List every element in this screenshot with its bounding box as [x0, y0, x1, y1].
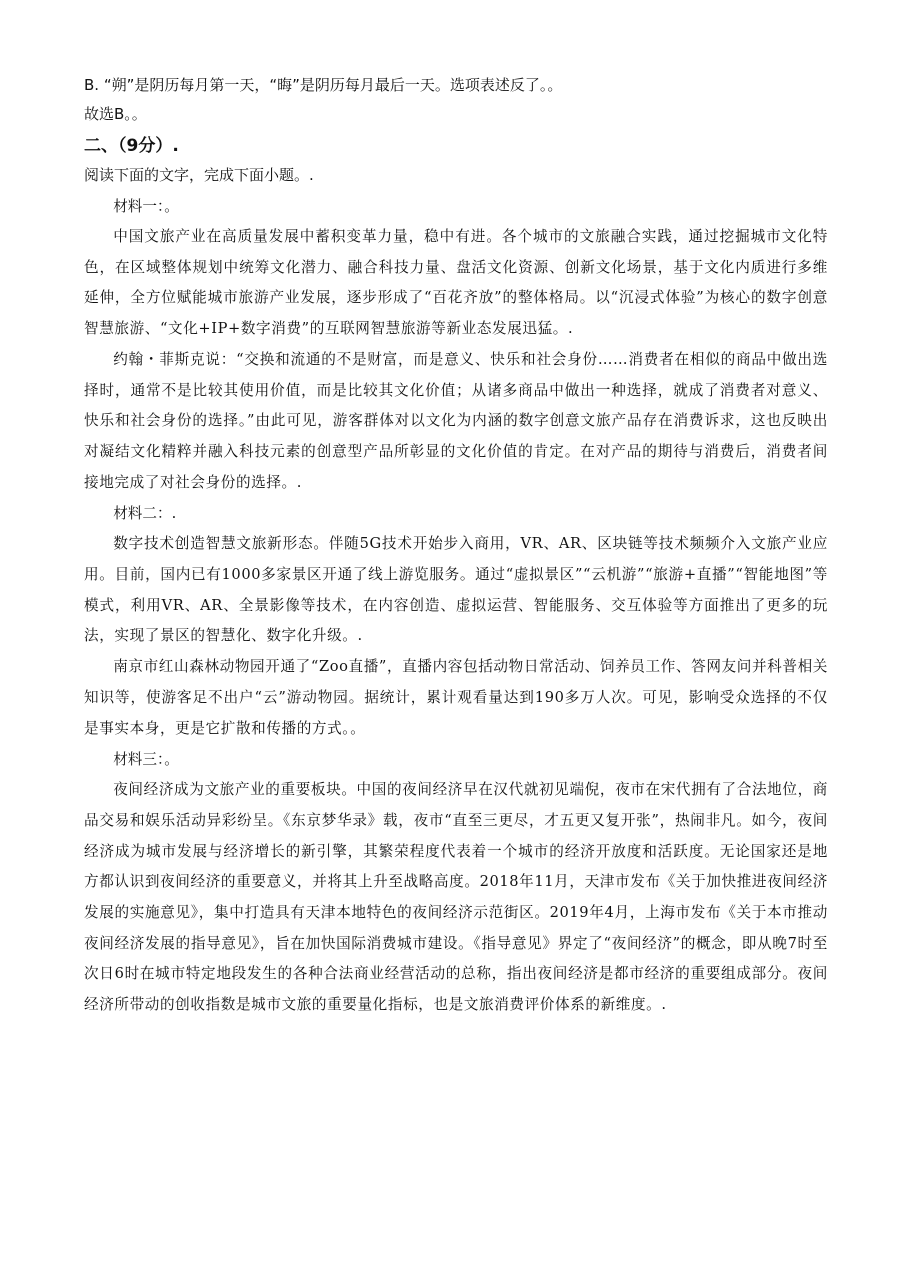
answer-conclusion: 故选B。。	[84, 105, 147, 123]
material-1-paragraph-1: 中国文旅产业在高质量发展中蓄积变革力量，稳中有进。各个城市的文旅融合实践，通过挖掘城市文化特色，在区域整体规划中统筹文化潜力、融合科技力量、盘活文化资源、创新文化场景，基于文化内质进行多维延伸，全方位赋能城市旅游产业发展，逐步形成了“百花齐放”的整体格局。以“沉浸式体验”为核心的数字创意智慧旅游、“文化+IP+数字消费”的互联网智慧旅游等新业态发展迅猛。.	[84, 228, 828, 338]
material-2-label: 材料二：.	[113, 505, 177, 523]
section-instruction: 阅读下面的文字，完成下面小题。.	[84, 166, 314, 184]
material-2-paragraph-1: 数字技术创造智慧文旅新形态。伴随5G技术开始步入商用，VR、AR、区块链等技术频频介入文旅产业应用。目前，国内已有1000多家景区开通了线上游览服务。通过“虚拟景区”“云机游”“旅游+直播”“智能地图”等模式，利用VR、AR、全景影像等技术，在内容创造、虚拟运营、智能服务、交互体验等方面推出了更多的玩法，实现了景区的智慧化、数字化升级。.	[84, 535, 828, 645]
material-2-paragraph-2: 南京市红山森林动物园开通了“Zoo直播”，直播内容包括动物日常活动、饲养员工作、答网友问并科普相关知识等，使游客足不出户“云”游动物园。据统计，累计观看量达到190多万人次。可见，影响受众选择的不仅是事实本身，更是它扩散和传播的方式。。	[84, 658, 828, 737]
material-3-label: 材料三：。	[113, 751, 179, 769]
answer-option-b: B. “朔”是阴历每月第一天，“晦”是阴历每月最后一天。选项表述反了。。	[84, 76, 563, 94]
material-3-paragraph-1: 夜间经济成为文旅产业的重要板块。中国的夜间经济早在汉代就初见端倪，夜市在宋代拥有了合法地位，商品交易和娱乐活动异彩纷呈。《东京梦华录》载，夜市“直至三更尽，才五更又复开张”，热闹非凡。如今，夜间经济成为城市发展与经济增长的新引擎，其繁荣程度代表着一个城市的经济开放度和活跃度。无论国家还是地方都认识到夜间经济的重要意义，并将其上升至战略高度。2018年11月，天津市发布《关于加快推进夜间经济发展的实施意见》，集中打造具有天津本地特色的夜间经济示范街区。2019年4月，上海市发布《关于本市推动夜间经济发展的指导意见》，旨在加快国际消费城市建设。《指导意见》界定了“夜间经济”的概念，即从晚7时至次日6时在城市特定地段发生的各种合法商业经营活动的总称，指出夜间经济是都市经济的重要组成部分。夜间经济所带动的创收指数是城市文旅的重要量化指标，也是文旅消费评价体系的新维度。.	[84, 781, 828, 1014]
material-1-label: 材料一：。	[113, 198, 179, 215]
document-page	[84, 72, 828, 1021]
section-heading: 二、（9分）.	[84, 136, 179, 156]
material-1-paragraph-2: 约翰・菲斯克说：“交换和流通的不是财富，而是意义、快乐和社会身份……消费者在相似的商品中做出选择时，通常不是比较其使用价值，而是比较其文化价值；从诸多商品中做出一种选择，就成了消费者对意义、快乐和社会身份的选择。”由此可见，游客群体对以文化为内涵的数字创意文旅产品存在消费诉求，这也反映出对凝结文化精粹并融入科技元素的创意型产品所彰显的文化价值的肯定。在对产品的期待与消费后，消费者间接地完成了对社会身份的选择。.	[84, 350, 828, 491]
